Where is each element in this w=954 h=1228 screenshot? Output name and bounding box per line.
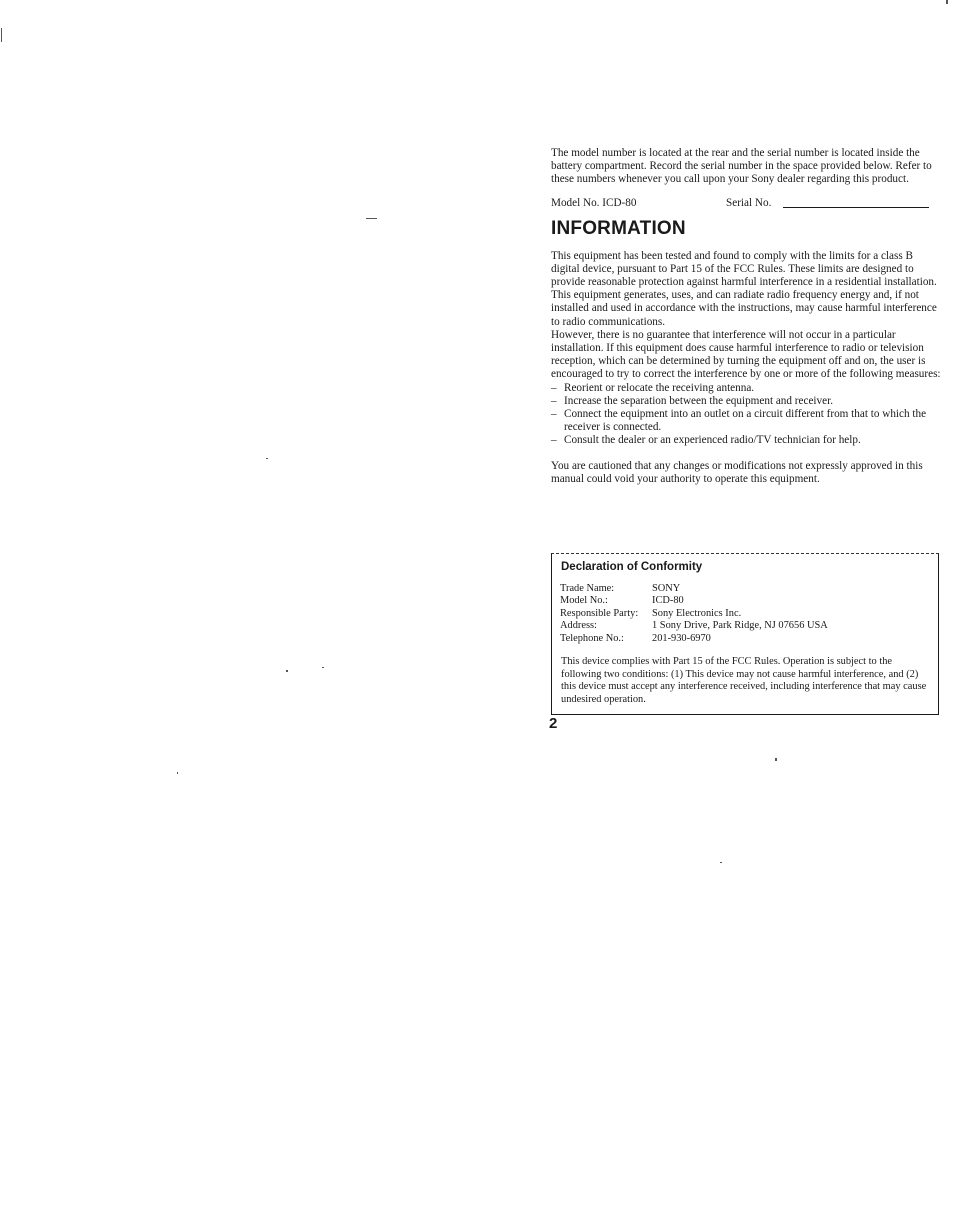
caution-paragraph: You are cautioned that any changes or modifications not expressly approved in this manual could void your authority to operate this equipment. — [551, 459, 923, 485]
table-row — [560, 608, 828, 620]
page-number: 2 — [549, 715, 558, 732]
list-item — [551, 382, 941, 395]
bullet-dash: – — [551, 381, 557, 394]
measure-text: Consult the dealer or an experienced radio/TV technician for help. — [564, 434, 861, 447]
row-label: Telephone No.: — [560, 632, 624, 644]
scan-artifact — [946, 0, 948, 4]
manual-page-content — [551, 147, 941, 486]
declaration-of-conformity-box — [551, 553, 939, 715]
row-value: Sony Electronics Inc. — [652, 607, 742, 619]
conformity-details-table — [560, 583, 828, 645]
scan-artifact — [177, 772, 178, 774]
fcc-compliance-note: This device complies with Part 15 of the FCC Rules. Operation is subject to the following two conditions: (1) This device may not cause harmful interference, and (2) this device must accept any interference received, including interference that may cause undesired operation. — [561, 656, 927, 705]
information-paragraph-1: This equipment has been tested and found to comply with the limits for a class B digital device, pursuant to Part 15 of the FCC Rules. These limits are designed to provide reasonable protection against harmful interference in a residential installation. This equipment generates, uses, and can radiate radio frequency energy and, if not installed and used in accordance with the instructions, may cause harmful interference to radio communications. — [551, 249, 937, 328]
scan-artifact — [322, 667, 324, 668]
declaration-heading: Declaration of Conformity — [561, 561, 703, 573]
model-number-label: Model No. ICD-80 — [551, 196, 637, 209]
measure-text: Connect the equipment into an outlet on a circuit different from that to which the receiver is connected. — [564, 408, 927, 434]
table-row — [560, 595, 828, 607]
interference-measures-list — [551, 382, 941, 448]
scan-artifact — [775, 758, 777, 761]
table-row — [560, 583, 828, 595]
spacer — [551, 448, 941, 460]
row-label: Address: — [560, 620, 597, 632]
row-value: SONY — [652, 583, 681, 594]
information-heading: INFORMATION — [551, 217, 686, 239]
scan-artifact — [1, 28, 2, 42]
list-item — [551, 395, 941, 408]
row-label: Model No.: — [560, 595, 608, 607]
scan-artifact — [366, 218, 377, 219]
bullet-dash: – — [551, 434, 557, 447]
row-label: Responsible Party: — [560, 607, 639, 619]
scan-artifact — [286, 670, 288, 672]
scan-artifact — [720, 862, 722, 863]
row-value: 201-930-6970 — [652, 632, 711, 644]
bullet-dash: – — [551, 394, 557, 407]
model-serial-line — [551, 197, 941, 211]
row-value: ICD-80 — [652, 595, 684, 607]
measure-text: Increase the separation between the equipment and receiver. — [564, 394, 833, 407]
table-row — [560, 620, 828, 632]
row-label: Trade Name: — [560, 583, 615, 594]
intro-paragraph: The model number is located at the rear and the serial number is located inside the battery compartment. Record the serial number in the space provided below. Refer to these numbers whenever you call upon your Sony dealer regarding this product. — [551, 147, 932, 186]
serial-number-blank-line — [783, 207, 929, 208]
measure-text: Reorient or relocate the receiving antenna. — [564, 381, 755, 394]
table-row — [560, 633, 828, 645]
row-value: 1 Sony Drive, Park Ridge, NJ 07656 USA — [652, 620, 828, 632]
list-item — [551, 408, 941, 434]
serial-number-label: Serial No. — [726, 196, 772, 209]
information-paragraph-2: However, there is no guarantee that interference will not occur in a particular installation. If this equipment does cause harmful interference to radio or television reception, which can be determined by turning the equipment off and on, the user is encouraged to try to correct the interference by one or more of the following measures: — [551, 328, 941, 381]
bullet-dash: – — [551, 408, 557, 421]
list-item — [551, 434, 941, 447]
scan-artifact — [266, 458, 268, 459]
